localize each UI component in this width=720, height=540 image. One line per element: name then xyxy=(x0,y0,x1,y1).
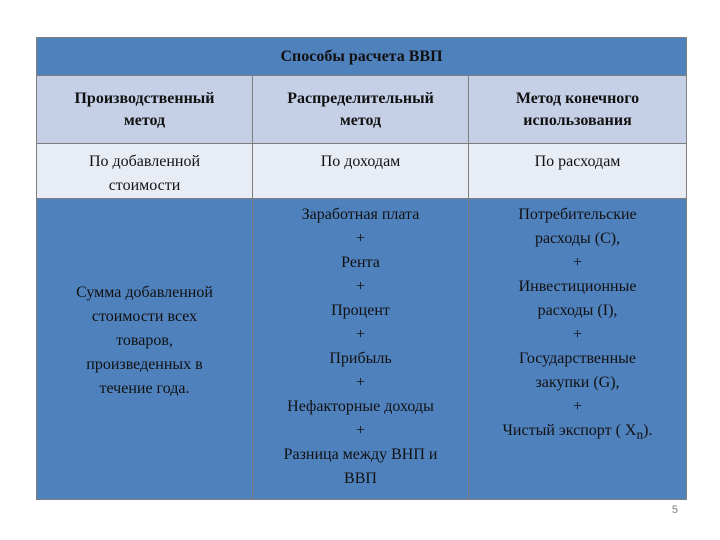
production-line: стоимости всех xyxy=(91,308,198,325)
income-line: Нефакторные доходы xyxy=(287,398,434,415)
income-line: Заработная плата xyxy=(301,206,420,223)
header-production-method xyxy=(37,76,253,144)
production-formula-cell xyxy=(37,199,253,500)
income-formula-cell xyxy=(253,199,469,500)
income-line: + xyxy=(355,278,366,295)
subheader-row xyxy=(37,144,687,199)
expenditure-line: расходы (С), xyxy=(534,230,621,247)
expenditure-line: закупки (G), xyxy=(535,374,620,391)
production-line: Сумма добавленной xyxy=(76,284,213,301)
net-export-text: Чистый экспорт ( X xyxy=(502,422,637,439)
subheader-income xyxy=(253,144,469,199)
subheader-line: По доходам xyxy=(320,153,401,170)
production-line: товаров, xyxy=(116,332,173,349)
income-line: Рента xyxy=(341,254,380,271)
table-title: Способы расчета ВВП xyxy=(37,38,687,76)
header-line: метод xyxy=(339,111,382,129)
income-line: + xyxy=(355,374,366,391)
subheader-expenditure xyxy=(469,144,687,199)
expenditure-line: расходы (I), xyxy=(537,302,618,319)
header-final-use-method xyxy=(469,76,687,144)
header-line: Метод конечного xyxy=(515,89,640,107)
net-export-line xyxy=(473,419,682,447)
expenditure-line: + xyxy=(572,398,583,415)
header-row xyxy=(37,76,687,144)
production-line: течение года. xyxy=(99,380,190,397)
income-line: + xyxy=(355,230,366,247)
net-export-suffix: ). xyxy=(643,422,653,439)
expenditure-formula-cell xyxy=(469,199,687,500)
header-line: Производственный xyxy=(74,89,215,107)
income-line: Процент xyxy=(331,302,390,319)
expenditure-line: Инвестиционные xyxy=(518,278,637,295)
title-row xyxy=(37,38,687,76)
page-number: 5 xyxy=(671,504,678,516)
gdp-methods-table xyxy=(36,37,687,500)
subheader-value-added xyxy=(37,144,253,199)
income-line: Прибыль xyxy=(329,350,392,367)
subheader-line: По расходам xyxy=(534,153,621,170)
header-line: метод xyxy=(123,111,166,129)
body-row xyxy=(37,199,687,500)
net-export-subscript: n xyxy=(636,427,644,443)
income-line: + xyxy=(355,422,366,439)
header-distribution-method xyxy=(253,76,469,144)
expenditure-line: + xyxy=(572,326,583,343)
income-line: ВВП xyxy=(344,470,377,487)
subheader-line: стоимости xyxy=(108,177,181,194)
expenditure-line: + xyxy=(572,254,583,271)
header-line: использования xyxy=(523,111,632,129)
expenditure-line: Потребительские xyxy=(518,206,637,223)
income-line: + xyxy=(355,326,366,343)
subheader-line: По добавленной xyxy=(88,153,201,170)
expenditure-line: Государственные xyxy=(519,350,636,367)
production-line: произведенных в xyxy=(86,356,203,373)
header-line: Распределительный xyxy=(287,89,434,107)
income-line: Разница между ВНП и xyxy=(283,446,438,463)
